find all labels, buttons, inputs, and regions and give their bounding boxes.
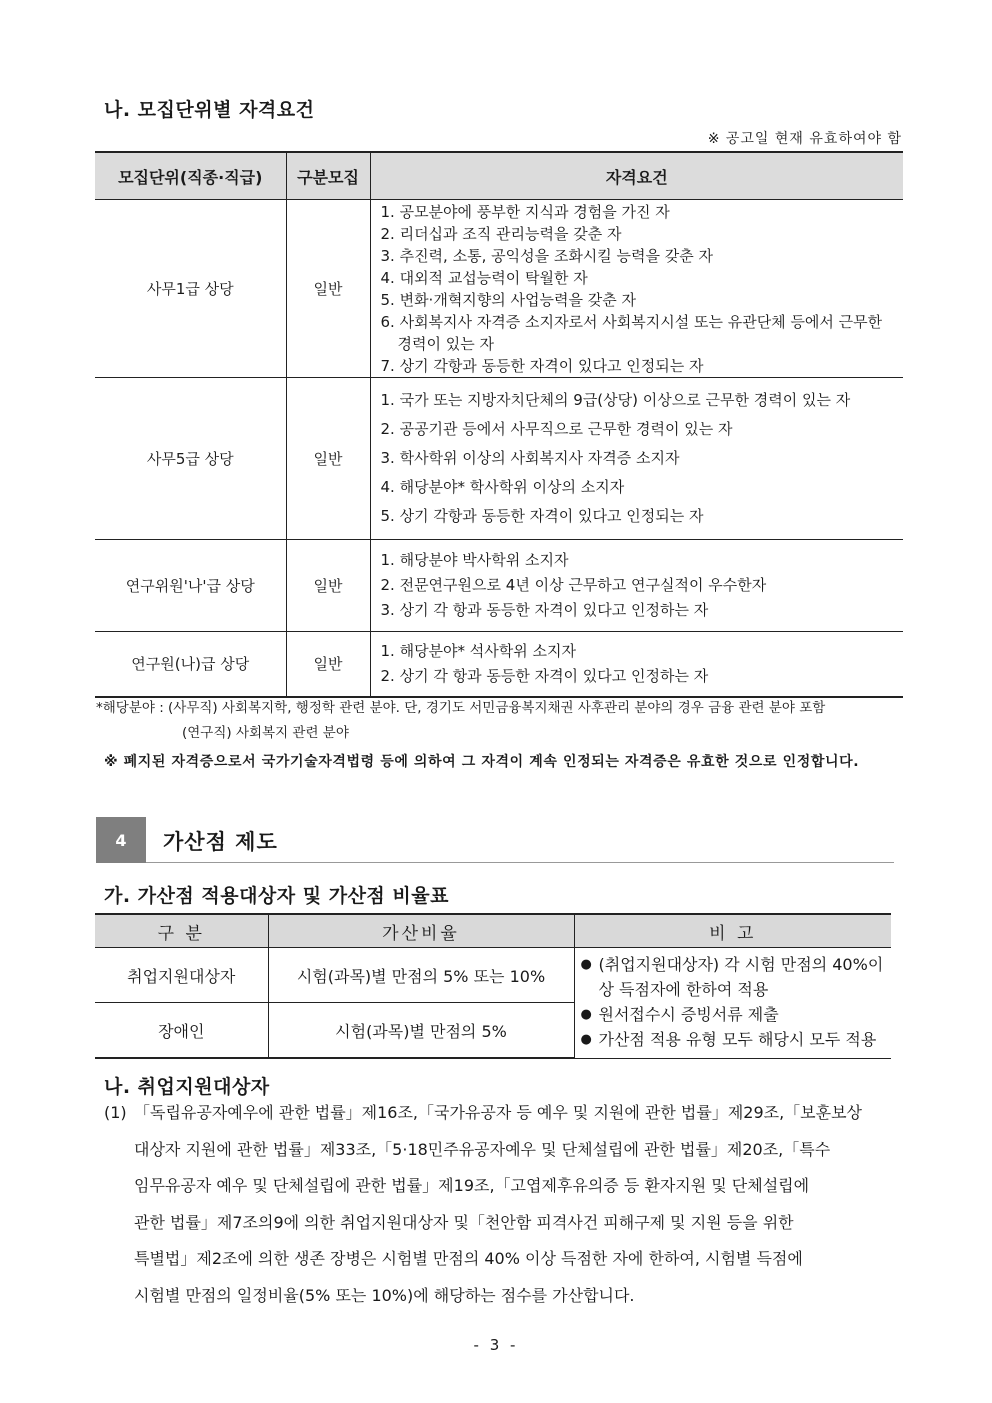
paragraph-line: 관한 법률」제7조의9에 의한 취업지원대상자 및「천안함 피격사건 피해구제 및 지원 등을 위한 xyxy=(134,1212,794,1232)
type-cell: 일반 xyxy=(286,540,370,632)
bonus-table-header xyxy=(95,914,891,948)
bullet-icon: ● xyxy=(580,957,592,972)
footnote-abolished-certificates: ※ 폐지된 자격증으로서 국가기술자격법령 등에 의하여 그 자격이 계속 인정되는 자격증은 유효한 것으로 인정합니다. xyxy=(104,754,860,770)
requirement-item: 1. 국가 또는 지방자치단체의 9급(상당) 이상으로 근무한 경력이 있는 자 xyxy=(380,391,851,409)
type-cell: 일반 xyxy=(286,632,370,697)
page-number: - 3 - xyxy=(473,1336,519,1354)
header-remarks: 비 고 xyxy=(574,914,891,948)
header-requirements: 자격요건 xyxy=(370,152,903,200)
paragraph-line: 대상자 지원에 관한 법률」제33조,「5·18민주유공자예우 및 단체설립에 관한 법률」제20조,「특수 xyxy=(134,1139,831,1159)
table-row xyxy=(95,200,903,378)
unit-cell: 연구원(나)급 상당 xyxy=(95,632,286,697)
bonus-rate-table xyxy=(95,913,891,1059)
type-cell: 일반 xyxy=(286,200,370,378)
requirements-cell xyxy=(370,632,903,697)
table-row xyxy=(95,540,903,632)
requirement-item: 2. 리더십과 조직 관리능력을 갖춘 자 xyxy=(380,224,622,243)
remark-item: ● 원서접수시 증빙서류 제출 xyxy=(579,1002,888,1027)
unit-cell: 사무5급 상당 xyxy=(95,378,286,540)
paragraph-line: 임무유공자 예우 및 단체설립에 관한 법률」제19조,「고엽제후유의증 등 환자지원 및 단체설립에 xyxy=(134,1176,810,1195)
employment-support-paragraph xyxy=(134,1095,904,1314)
paragraph-line: 특별법」제2조에 의한 생존 장병은 시험별 만점의 40% 이상 득점한 자에 한하여, 시험별 득점에 xyxy=(134,1249,803,1268)
section-title-bonus: 가산점 제도 xyxy=(163,830,278,854)
requirement-item: 2. 상기 각 항과 동등한 자격이 있다고 인정하는 자 xyxy=(380,666,709,685)
table-row xyxy=(95,378,903,540)
remark-item: ● 가산점 적용 유형 모두 해당시 모두 적용 xyxy=(579,1027,888,1052)
remarks-cell xyxy=(574,948,891,1059)
header-rate: 가산비율 xyxy=(268,914,574,948)
section-heading-qualifications: 나. 모집단위별 자격요건 xyxy=(104,99,315,121)
requirement-item: 1. 해당분야 박사학위 소지자 xyxy=(380,551,569,569)
section-divider xyxy=(146,862,894,863)
type-cell: 일반 xyxy=(286,378,370,540)
requirement-item: 3. 상기 각 항과 동등한 자격이 있다고 인정하는 자 xyxy=(380,601,709,619)
requirement-item: 2. 공공기관 등에서 사무직으로 근무한 경력이 있는 자 xyxy=(380,420,733,438)
table-row xyxy=(95,948,891,1003)
remark-item: ● (취업지원대상자) 각 시험 만점의 40%이상 득점자에 한하여 적용 xyxy=(579,952,888,1002)
qualification-table xyxy=(95,151,903,698)
bullet-icon: ● xyxy=(580,1032,592,1047)
table-row xyxy=(95,632,903,697)
requirement-item: 7. 상기 각항과 동등한 자격이 있다고 인정되는 자 xyxy=(380,356,704,375)
section-number-badge: 4 xyxy=(96,817,146,863)
requirements-cell xyxy=(370,540,903,632)
subheading-employment-support: 나. 취업지원대상자 xyxy=(104,1076,270,1098)
paragraph-line: 시험별 만점의 일정비율(5% 또는 10%)에 해당하는 점수를 가산합니다. xyxy=(134,1285,635,1305)
requirement-item: 4. 대외적 교섭능력이 탁월한 자 xyxy=(380,268,588,287)
rate-cell: 시험(과목)별 만점의 5% 또는 10% xyxy=(268,948,574,1003)
rate-cell: 시험(과목)별 만점의 5% xyxy=(268,1003,574,1059)
validity-note: ※ 공고일 현재 유효하여야 함 xyxy=(707,131,902,147)
category-cell: 취업지원대상자 xyxy=(95,948,268,1003)
unit-cell: 연구위원'나'급 상당 xyxy=(95,540,286,632)
requirement-item: 1. 해당분야* 석사학위 소지자 xyxy=(380,641,577,660)
requirement-item: 4. 해당분야* 학사학위 이상의 소지자 xyxy=(380,478,625,496)
header-unit: 모집단위(직종·직급) xyxy=(95,152,286,200)
header-type: 구분모집 xyxy=(286,152,370,200)
requirement-item: 5. 상기 각항과 동등한 자격이 있다고 인정되는 자 xyxy=(380,507,704,525)
requirement-item: 2. 전문연구원으로 4년 이상 근무하고 연구실적이 우수한자 xyxy=(380,576,767,594)
subheading-bonus-table: 가. 가산점 적용대상자 및 가산점 비율표 xyxy=(104,885,449,907)
requirements-cell xyxy=(370,200,903,378)
category-cell: 장애인 xyxy=(95,1003,268,1059)
requirement-item: 1. 공모분야에 풍부한 지식과 경험을 가진 자 xyxy=(380,202,670,221)
requirement-item: 6. 사회복지사 자격증 소지자로서 사회복지시설 또는 유관단체 등에서 근무한 경력이 있는 자 xyxy=(380,312,883,353)
footnote-field-definition: *해당분야 : (사무직) 사회복지학, 행정학 관련 분야. 단, 경기도 서민금융복지채권 사후관리 분야의 경우 금융 관련 분야 포함 xyxy=(96,700,826,716)
bullet-icon: ● xyxy=(580,1007,592,1022)
unit-cell: 사무1급 상당 xyxy=(95,200,286,378)
paragraph-label: (1) xyxy=(104,1103,127,1122)
requirements-cell xyxy=(370,378,903,540)
requirement-item: 3. 추진력, 소통, 공익성을 조화시킬 능력을 갖춘 자 xyxy=(380,246,714,265)
requirement-item: 3. 학사학위 이상의 사회복지사 자격증 소지자 xyxy=(380,449,680,467)
header-category: 구 분 xyxy=(95,914,268,948)
footnote-research-field: (연구직) 사회복지 관련 분야 xyxy=(182,725,349,741)
qualification-table-header xyxy=(95,152,903,200)
requirement-item: 5. 변화·개혁지향의 사업능력을 갖춘 자 xyxy=(380,290,637,309)
paragraph-line: 「독립유공자예우에 관한 법률」제16조,「국가유공자 등 예우 및 지원에 관한 법률」제29조,「보훈보상 xyxy=(134,1103,862,1122)
